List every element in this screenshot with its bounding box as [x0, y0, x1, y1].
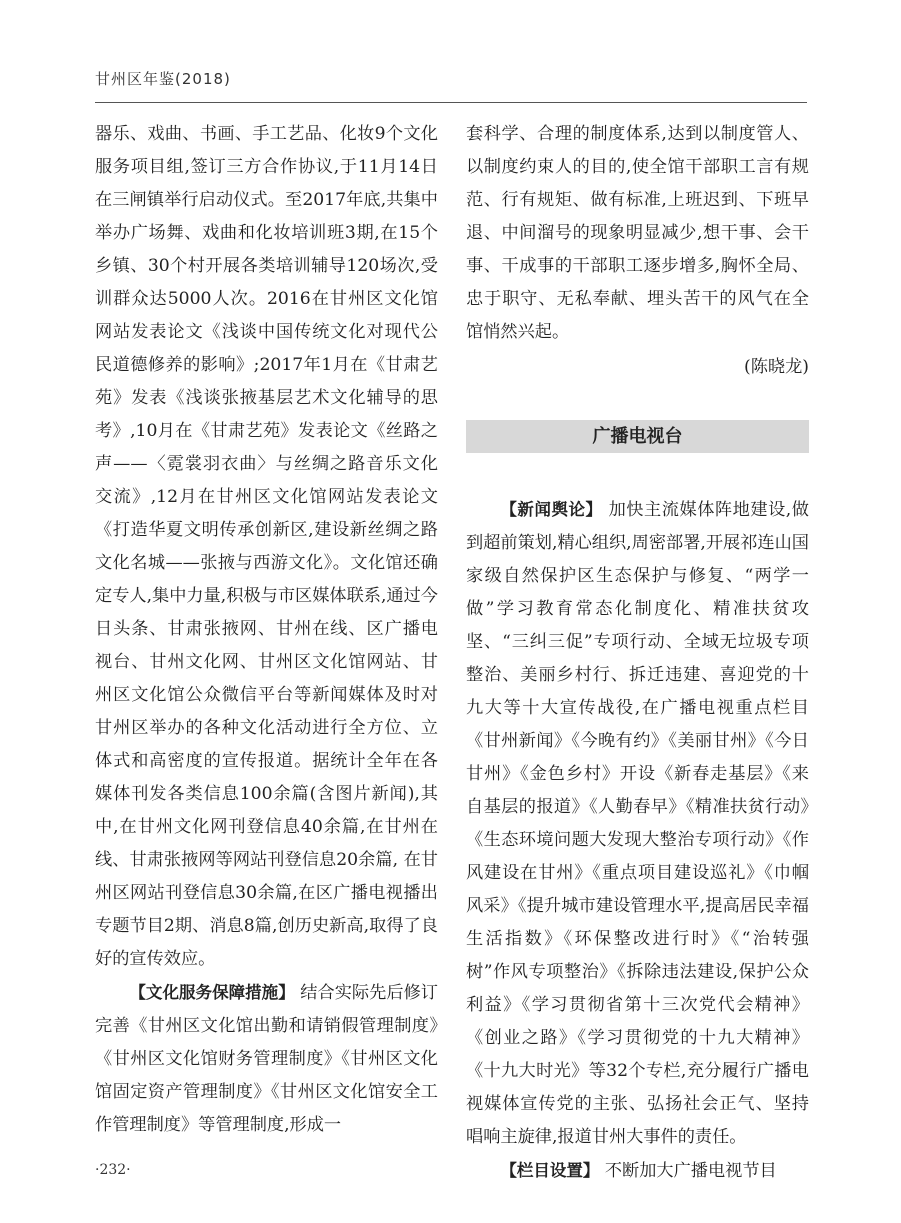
- section-keyword: 【新闻舆论】: [500, 500, 603, 519]
- left-column: [95, 118, 438, 1142]
- running-header: 甘州区年鉴(2018): [95, 70, 231, 88]
- header-rule: [95, 102, 807, 103]
- section-keyword: 【栏目设置】: [500, 1161, 600, 1180]
- paragraph-text: 器乐、戏曲、书画、手工艺品、化妆9个文化服务项目组,签订三方合作协议,于11月14日在三闸镇举行启动仪式。至2017年底,共集中举办广场舞、戏曲和化妆培训班3期,在15个乡镇、30个村开展各类培训辅导120场次,受训群众达5000人次。2016在甘州区文化馆网站发表论文《浅谈中国传统文化对现代公民道德修养的影响》;2017年1月在《甘肃艺苑》发表《浅谈张掖基层艺术文化辅导的思考》,10月在《甘肃艺苑》发表论文《丝路之声——〈霓裳羽衣曲〉与丝绸之路音乐文化交流》,12月在甘州区文化馆网站发表论文《打造华夏文明传承创新区,建设新丝绸之路文化名城——张掖与西游文化》。文化馆还确定专人,集中力量,积极与市区媒体联系,通过今日头条、甘肃张掖网、甘州在线、区广播电视台、甘州文化网、甘州区文化馆网站、甘州区文化馆公众微信平台等新闻媒体及时对甘州区举办的各种文化活动进行全方位、立体式和高密度的宣传报道。据统计全年在各媒体刊发各类信息100余篇(含图片新闻),其中,在甘州文化网刊登信息40余篇,在甘州在线、甘肃张掖网等网站刊登信息20余篇, 在甘州区网站刊登信息30余篇,在区广播电视播出专题节目2期、消息8篇,创历史新高,取得了良好的宣传效应。: [95, 124, 438, 969]
- section-heading: 广播电视台: [466, 420, 809, 453]
- paragraph-text: 套科学、合理的制度体系,达到以制度管人、以制度约束人的目的,使全馆干部职工言有规范、行有规矩、做有标准,上班迟到、下班早退、中间溜号的现象明显减少,想干事、会干事、干成事的干部职工逐步增多,胸怀全局、忠于职守、无私奉献、埋头苦干的风气在全馆悄然兴起。: [466, 124, 809, 342]
- paragraph-service-measures: [95, 976, 438, 1142]
- paragraph-text: 结合实际先后修订完善《甘州区文化馆出勤和请销假管理制度》《甘州区文化馆财务管理制度》《甘州区文化馆固定资产管理制度》《甘州区文化馆安全工作管理制度》等管理制度,形成一: [95, 983, 438, 1135]
- page-number: ·232·: [95, 1162, 131, 1178]
- paragraph-text: 不断加大广播电视节目: [599, 1161, 777, 1181]
- paragraph-news: [466, 493, 809, 1154]
- author-credit: (陈晓龙): [744, 357, 809, 377]
- paragraph-continued: [95, 118, 438, 976]
- section-keyword: 【文化服务保障措施】: [129, 983, 295, 1002]
- paragraph-text: 加快主流媒体阵地建设,做到超前策划,精心组织,周密部署,开展祁连山国家级自然保护区生态保护与修复、“两学一做”学习教育常态化制度化、精准扶贫攻坚、“三纠三促”专项行动、全域无垃圾专项整治、美丽乡村行、拆迁违建、喜迎党的十九大等十大宣传战役,在广播电视重点栏目《甘州新闻》《今晚有约》《美丽甘州》《今日甘州》《金色乡村》开设《新春走基层》《来自基层的报道》《人勤春早》《精准扶贫行动》《生态环境问题大发现大整治专项行动》《作风建设在甘州》《重点项目建设巡礼》《巾帼风采》《提升城市建设管理水平,提高居民幸福生活指数》《环保整改进行时》《“治转强树”作风专项整治》《拆除违法建设,保护公众利益》《学习贯彻省第十三次党代会精神》《创业之路》《学习贯彻党的十九大精神》《十九大时光》等32个专栏,充分履行广播电视媒体宣传党的主张、弘扬社会正气、坚持唱响主旋律,报道甘州大事件的责任。: [466, 500, 809, 1147]
- paragraph-programs: [466, 1154, 809, 1188]
- right-column: [466, 118, 809, 1188]
- paragraph-continued: [466, 118, 809, 349]
